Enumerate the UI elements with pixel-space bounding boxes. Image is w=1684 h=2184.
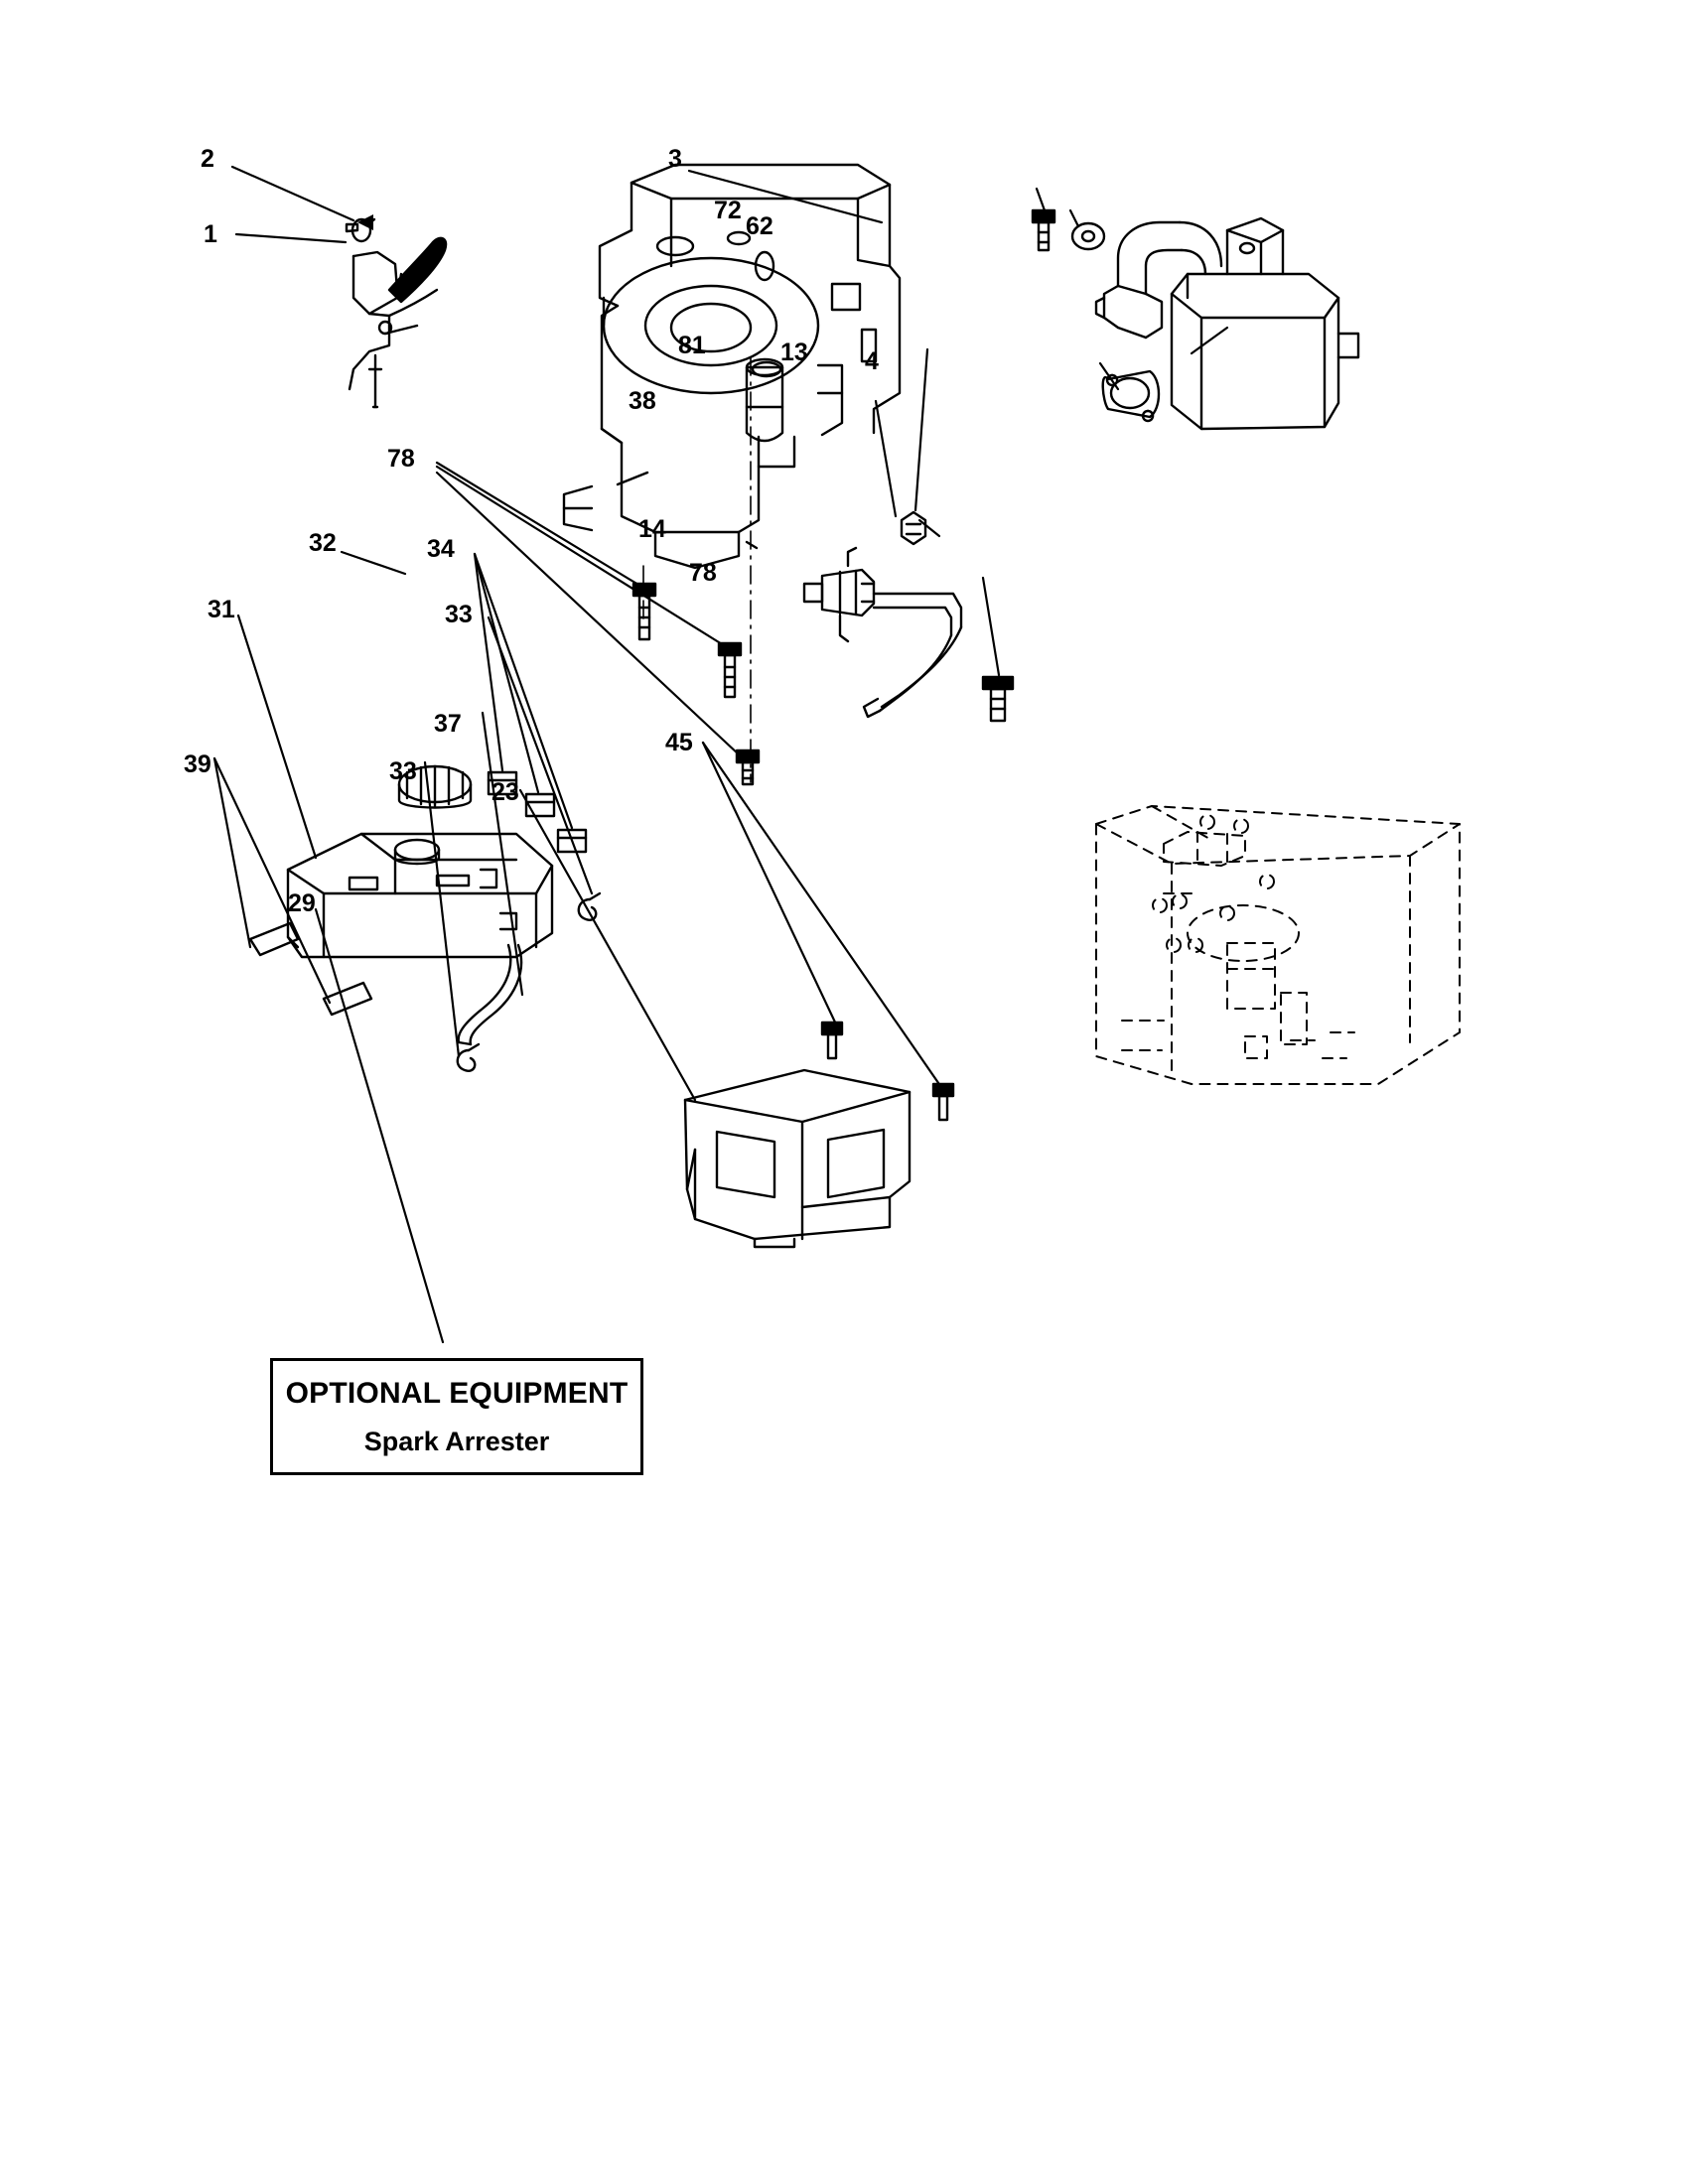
callout-39: 39	[184, 751, 211, 778]
optional-equipment-box	[270, 1358, 643, 1475]
part-fuel-filter	[804, 512, 961, 717]
callout-33-lower: 33	[389, 757, 417, 785]
callout-29: 29	[288, 889, 316, 917]
callout-81: 81	[678, 332, 706, 359]
part-muffler-hardware	[1033, 210, 1104, 250]
callout-2: 2	[201, 145, 214, 173]
callout-14: 14	[638, 515, 666, 543]
callout-33-upper: 33	[445, 601, 473, 628]
part-engine	[564, 165, 900, 568]
optional-equipment-subtitle: Spark Arrester	[363, 1426, 550, 1456]
leader-lines	[214, 167, 1227, 1342]
callout-37: 37	[434, 710, 462, 738]
callout-34: 34	[427, 535, 455, 563]
callout-45: 45	[665, 729, 693, 756]
callout-38: 38	[629, 387, 656, 415]
callout-78-right: 78	[689, 559, 717, 587]
callout-31: 31	[208, 596, 235, 623]
callout-4: 4	[865, 347, 879, 375]
part-bracket-23	[685, 1023, 953, 1247]
part-muffler	[1096, 218, 1358, 429]
callout-13: 13	[780, 339, 808, 366]
callout-1: 1	[204, 220, 217, 248]
part-exhaust-gasket	[1103, 371, 1159, 421]
optional-equipment-title: OPTIONAL EQUIPMENT	[285, 1376, 629, 1410]
callout-3: 3	[668, 145, 682, 173]
callout-23: 23	[491, 778, 519, 806]
chassis-outline	[1096, 806, 1460, 1084]
part-throttle-control	[347, 214, 446, 407]
callout-32: 32	[309, 529, 337, 557]
callout-78-left: 78	[387, 445, 415, 473]
part-hose-clips	[458, 893, 600, 1071]
callout-62: 62	[746, 212, 773, 240]
callout-72: 72	[714, 197, 742, 224]
